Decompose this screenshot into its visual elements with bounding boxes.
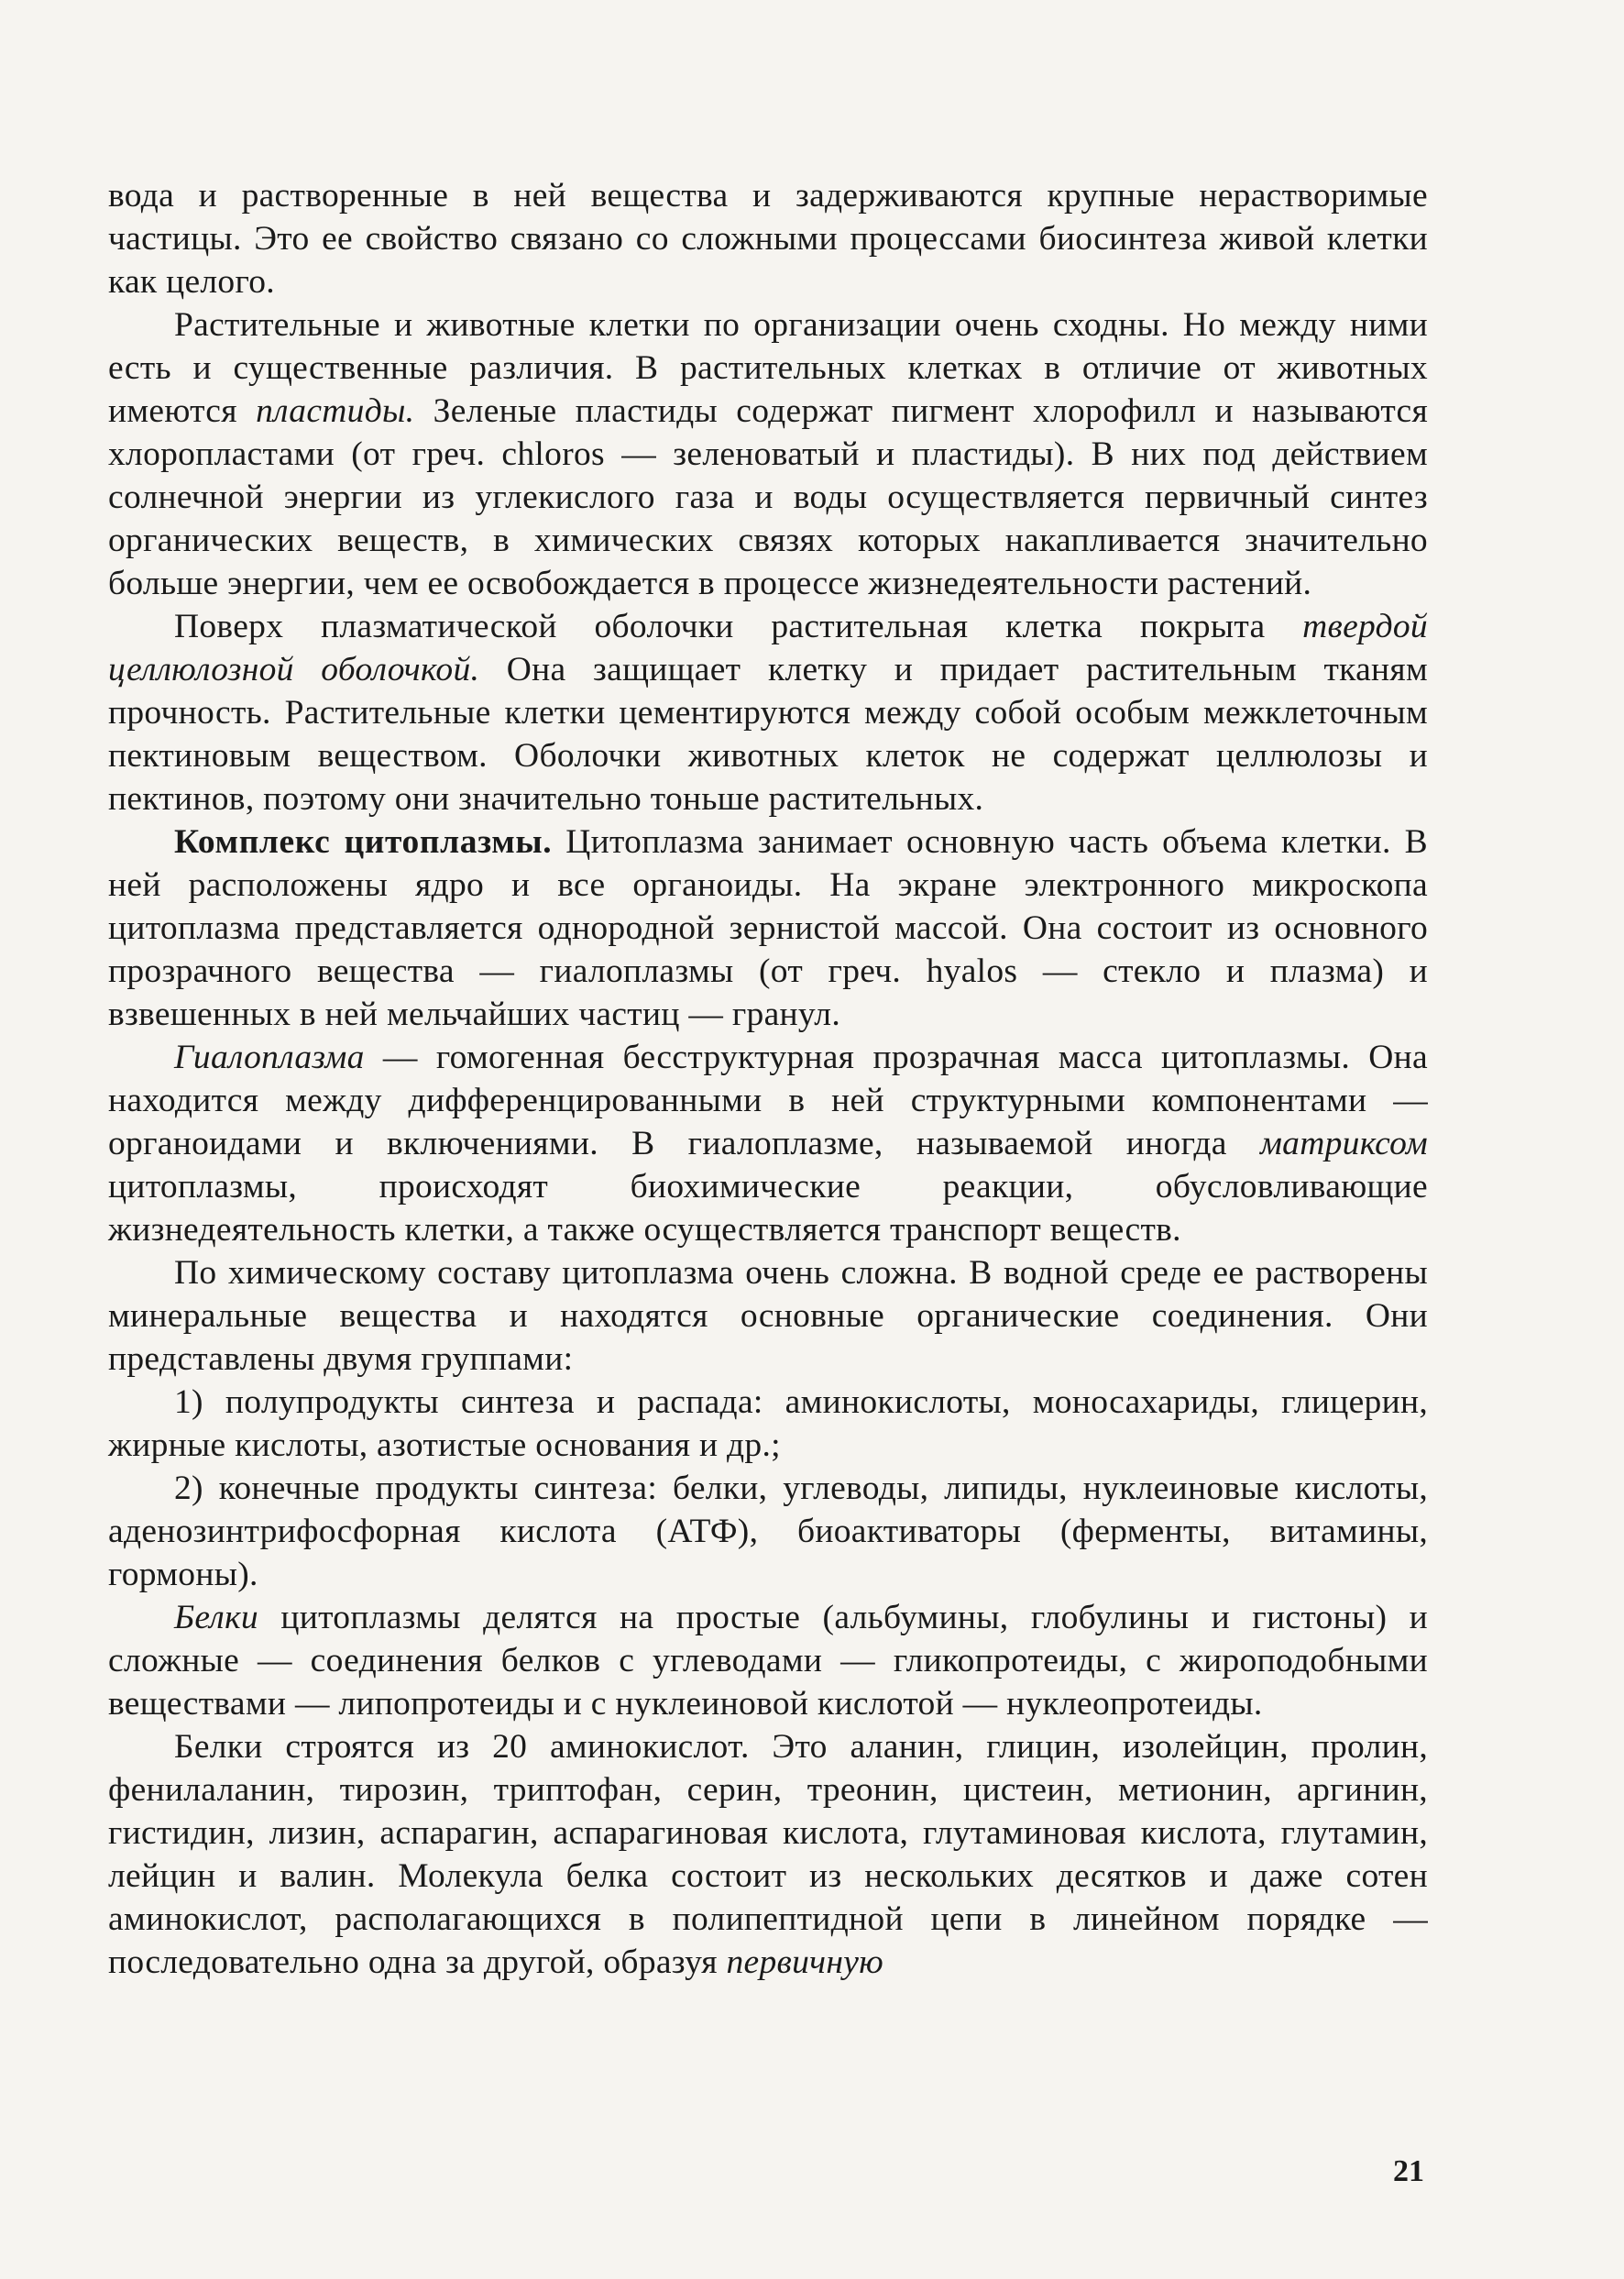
italic-term: первичную bbox=[726, 1943, 883, 1981]
italic-term: пластиды. bbox=[256, 392, 415, 430]
body-text bbox=[108, 174, 1428, 1984]
text-run: По химическому составу цитоплазма очень сложна. В водной среде ее растворены минеральные вещества и находятся основные органические соединения. Они представлены двумя группами: bbox=[108, 1254, 1428, 1378]
text-run: 1) полупродукты синтеза и распада: аминокислоты, моносахариды, глицерин, жирные кислоты, азотистые основания и др.; bbox=[108, 1383, 1428, 1464]
text-run: Зеленые пластиды содержат пигмент хлорофилл и называются хлоропластами (от греч. chloros — зеленоватый и пластиды). В них под действием солнечной энергии из углекислого газа и воды осуществляется первичный синтез органических веществ, в химических связях которых накапливается значительно больше энергии, чем ее освобождается в процессе жизнедеятельности растений. bbox=[108, 392, 1428, 602]
text-run: вода и растворенные в ней вещества и задерживаются крупные нерастворимые частицы. Это ее свойство связано со сложными процессами биосинтеза живой клетки как целого. bbox=[108, 177, 1428, 301]
text-run: Растительные и животные клетки по организации очень сходны. Но между ними есть и существенные различия. В растительных клетках в отличие от животных имеются bbox=[108, 306, 1428, 430]
text-run: Она защищает клетку и придает растительным тканям прочность. Растительные клетки цементируются между собой особым межклеточным пектиновым веществом. Оболочки животных клеток не содержат целлюлозы и пектинов, поэтому они значительно тоньше растительных. bbox=[108, 651, 1429, 818]
text-run: Белки строятся из 20 аминокислот. Это аланин, глицин, изолейцин, пролин, фенилаланин, тирозин, триптофан, серин, треонин, цистеин, метионин, аргинин, гистидин, лизин, аспарагин, аспарагиновая кислота, глутаминовая кислота, глутамин, лейцин и валин. Молекула белка состоит из нескольких десятков и даже сотен аминокислот, располагающихся в полипептидной цепи в линейном порядке — последовательно одна за другой, образуя bbox=[108, 1728, 1428, 1981]
italic-term: Белки bbox=[174, 1599, 258, 1636]
paragraph bbox=[108, 1596, 1428, 1725]
italic-term: матриксом bbox=[1259, 1125, 1428, 1162]
paragraph bbox=[108, 820, 1428, 1036]
paragraph bbox=[108, 1467, 1428, 1596]
page-number: 21 bbox=[1393, 2154, 1424, 2188]
text-run: Цитоплазма занимает основную часть объема клетки. В ней расположены ядро и все органоиды. На экране электронного микроскопа цитоплазма представляется однородной зернистой массой. Она состоит из основного прозрачного вещества — гиалоплазмы (от греч. hyalos — стекло и плазма) и взвешенных в ней мельчайших частиц — гранул. bbox=[108, 823, 1428, 1033]
text-run: — гомогенная бесструктурная прозрачная масса цитоплазмы. Она находится между дифференцированными в ней структурными компонентами — органоидами и включениями. В гиалоплазме, называемой иногда bbox=[108, 1039, 1428, 1162]
italic-term: твердой целлюлозной оболочкой. bbox=[108, 608, 1428, 688]
paragraph bbox=[108, 174, 1428, 303]
paragraph bbox=[108, 1381, 1428, 1467]
text-run: цитоплазмы делятся на простые (альбумины, глобулины и гистоны) и сложные — соединения белков с углеводами — гликопротеиды, с жироподобными веществами — липопротеиды и с нуклеиновой кислотой — нуклеопротеиды. bbox=[108, 1599, 1428, 1723]
text-run: цитоплазмы, происходят биохимические реакции, обусловливающие жизнедеятельность клетки, а также осуществляется транспорт веществ. bbox=[108, 1168, 1428, 1249]
text-run: Поверх плазматической оболочки растительная клетка покрыта bbox=[174, 608, 1303, 645]
paragraph bbox=[108, 1725, 1428, 1984]
paragraph bbox=[108, 1251, 1428, 1381]
section-run-in-heading: Комплекс цитоплазмы. bbox=[174, 823, 553, 861]
paragraph bbox=[108, 303, 1428, 605]
text-run: 2) конечные продукты синтеза: белки, углеводы, липиды, нуклеиновые кислоты, аденозинтрифосфорная кислота (АТФ), биоактиваторы (ферменты, витамины, гормоны). bbox=[108, 1470, 1428, 1593]
paragraph bbox=[108, 1036, 1428, 1251]
paragraph bbox=[108, 605, 1428, 820]
italic-term: Гиалоплазма bbox=[174, 1039, 365, 1076]
